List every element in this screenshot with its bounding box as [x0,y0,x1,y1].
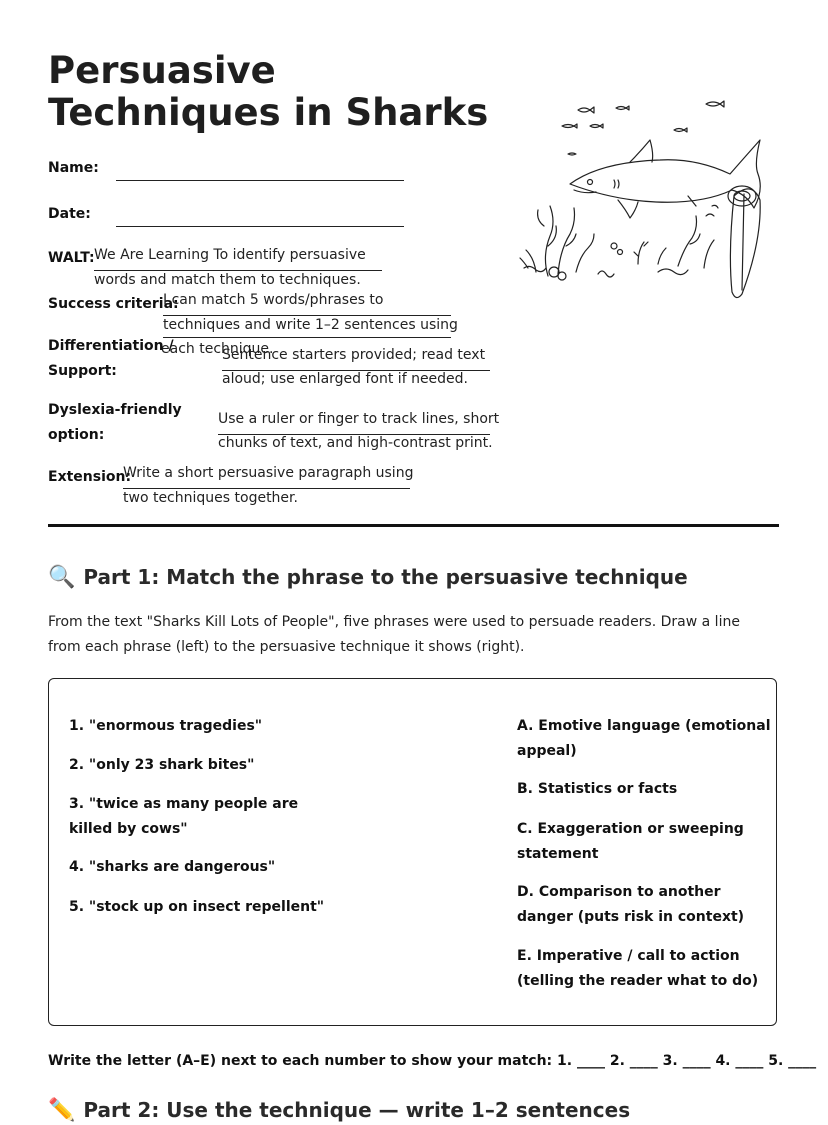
technique-b-line-1: B. Statistics or facts [517,781,678,797]
phrase-2[interactable]: 2. "only 23 shark bites" [69,757,255,773]
part1-instructions: From the text "Sharks Kill Lots of People", five phrases were used to persuade readers. Draw a line from each phrase (left) to the persuasive technique it shows (right). [48,614,740,655]
differentiation-line-1: Sentence starters provided; read text [222,347,486,363]
walt-line-2: words and match them to techniques. [94,272,361,288]
name-label: Name: [48,160,99,176]
success-criteria-label: Success criteria: [48,296,179,312]
technique-d[interactable] [517,880,744,930]
differentiation-line-2: aloud; use enlarged font if needed. [222,371,469,387]
dyslexia-line-2: chunks of text, and high-contrast print. [218,435,493,451]
date-field[interactable] [116,226,404,227]
shark-icon [570,140,760,218]
technique-e-line-2: (telling the reader what to do) [517,973,759,989]
phrase-4[interactable]: 4. "sharks are dangerous" [69,859,276,875]
dyslexia-label-line-2: option: [48,427,105,443]
technique-b[interactable] [517,777,677,802]
differentiation-label-line-2: Support: [48,363,117,379]
technique-d-line-1: D. Comparison to another [517,884,721,900]
part2-heading [48,1096,630,1125]
small-fish-icon [562,101,724,155]
walt-label: WALT: [48,250,95,266]
extension-line-1: Write a short persuasive paragraph using [123,465,414,481]
phrase-3[interactable] [69,792,298,842]
dyslexia-label [48,398,182,448]
technique-c-line-1: C. Exaggeration or sweeping [517,821,744,837]
pencil-icon: ✏️ [48,1098,76,1123]
technique-e[interactable] [517,944,758,994]
dyslexia-line-1: Use a ruler or finger to track lines, short [218,411,500,427]
magnifying-glass-icon: 🔍 [48,565,76,590]
name-field[interactable] [116,180,404,181]
phrase-5[interactable]: 5. "stock up on insect repellent" [69,899,325,915]
technique-a-line-1: A. Emotive language (emotional [517,718,771,734]
technique-e-line-1: E. Imperative / call to action [517,948,740,964]
success-line-1: I can match 5 words/phrases to [163,292,384,308]
shark-seabed-illustration [518,96,780,302]
differentiation-label [48,334,174,384]
page-title: Persuasive Techniques in Sharks [48,49,489,134]
answer-prompt[interactable]: Write the letter (A–E) next to each number to show your match: 1. ____ 2. ____ 3. ____ 4. ____ 5. ____ [48,1053,817,1069]
surfboard-icon [728,186,760,298]
part1-heading-text: Part 1: Match the phrase to the persuasive technique [83,565,688,589]
phrase-3-line-2: killed by cows" [69,821,188,837]
seaweed-icon [520,206,714,276]
technique-a-line-2: appeal) [517,743,577,759]
success-line-3: each technique. [161,341,274,357]
part2-heading-text: Part 2: Use the technique — write 1–2 sentences [83,1098,631,1122]
section-divider [48,524,779,527]
walt-line-1: We Are Learning To identify persuasive [94,247,366,263]
phrase-1[interactable]: 1. "enormous tragedies" [69,718,263,734]
technique-d-line-2: danger (puts risk in context) [517,909,745,925]
success-line-2: techniques and write 1–2 sentences using [163,317,458,333]
date-label: Date: [48,206,91,222]
technique-a[interactable] [517,714,771,764]
technique-c-line-2: statement [517,846,599,862]
part1-heading [48,563,688,592]
phrase-3-line-1: 3. "twice as many people are [69,796,299,812]
extension-label: Extension: [48,469,132,485]
technique-c[interactable] [517,817,744,867]
extension-line-2: two techniques together. [123,490,298,506]
differentiation-label-line-1: Differentiation / [48,338,174,354]
dyslexia-label-line-1: Dyslexia-friendly [48,402,182,418]
